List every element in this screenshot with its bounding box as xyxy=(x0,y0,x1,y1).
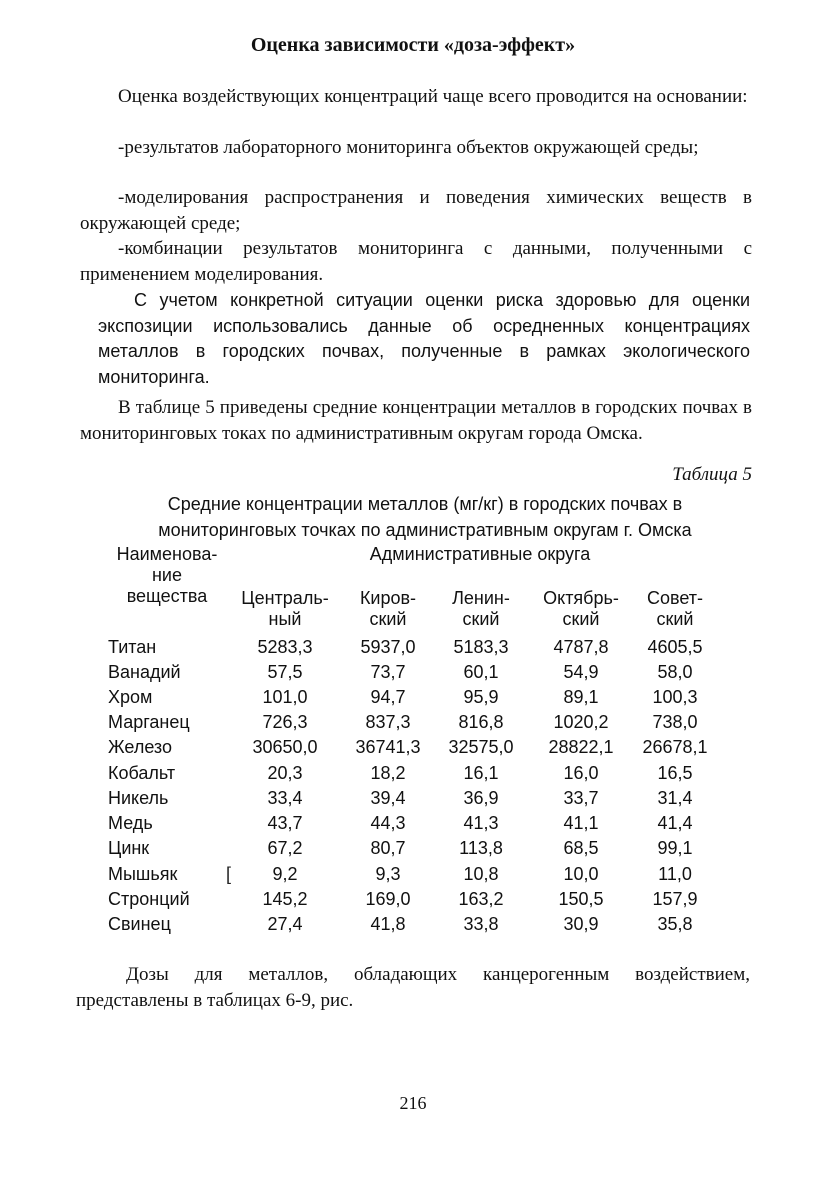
table-cell: 41,3 xyxy=(463,813,499,833)
column-header-line: Ленин- xyxy=(452,588,510,608)
table-cell: 9,3 xyxy=(375,864,401,884)
table-cell: 20,3 xyxy=(267,763,303,783)
closing-paragraph xyxy=(76,962,750,1014)
table-cell: 31,4 xyxy=(657,788,693,808)
table-cell: 10,0 xyxy=(563,864,599,884)
paragraph-exposure-text: С учетом конкретной ситуации оценки риска здоровью для оценки экспозиции использовались данные об осредненных концентрациях металлов в городских почвах, полученные в рамках экологического мониторинга. xyxy=(98,290,750,387)
table-cell: 11,0 xyxy=(658,864,692,884)
table-cell: 39,4 xyxy=(370,788,406,808)
table-cell: 68,5 xyxy=(563,838,599,858)
column-header-line: ский xyxy=(369,609,407,629)
table-cell: 94,7 xyxy=(370,687,406,707)
table-cell: 60,1 xyxy=(463,662,499,682)
paragraph-item-1 xyxy=(80,135,752,161)
column-header-line: Совет- xyxy=(646,588,704,608)
table-cell: 1020,2 xyxy=(553,712,609,732)
table-cell: 99,1 xyxy=(657,838,693,858)
table-cell: 100,3 xyxy=(652,687,698,707)
column-header-oktyabrsky xyxy=(531,588,631,630)
paragraph-item-3-text: -комбинации результатов мониторинга с данными, полученными с применением моделирования. xyxy=(80,238,752,285)
table-cell: 27,4 xyxy=(267,914,303,934)
table-cell: 30,9 xyxy=(563,914,599,934)
table-cell: 41,1 xyxy=(563,813,599,833)
page-number: 216 xyxy=(399,1093,427,1113)
table-cell: 157,9 xyxy=(652,889,698,909)
column-header-sovetsky xyxy=(625,588,725,630)
stray-bracket-mark: [ xyxy=(226,864,232,884)
row-name: Титан xyxy=(108,637,157,657)
column-header-kirovsky xyxy=(338,588,438,630)
table-cell: 35,8 xyxy=(657,914,693,934)
column-header-line: Централь- xyxy=(241,588,329,608)
column-header-line: ский xyxy=(656,609,694,629)
table-cell: 33,7 xyxy=(563,788,599,808)
table-cell: 54,9 xyxy=(563,662,599,682)
row-header-line: Наименова- xyxy=(116,544,218,564)
row-name: Кобальт xyxy=(108,763,176,783)
table-cell: 145,2 xyxy=(262,889,308,909)
table-cell: 150,5 xyxy=(558,889,604,909)
table-cell: 36741,3 xyxy=(355,737,421,757)
row-name: Медь xyxy=(108,813,153,833)
page-title: Оценка зависимости «доза-эффект» xyxy=(250,34,576,56)
table-cell: 33,8 xyxy=(463,914,499,934)
table-cell: 16,0 xyxy=(563,763,599,783)
paragraph-item-2-text: -моделирования распространения и поведения химических веществ в окружающей среде; xyxy=(80,187,752,234)
table-cell: 57,5 xyxy=(267,662,303,682)
row-name: Железо xyxy=(108,737,172,757)
row-name: Мышьяк xyxy=(108,864,178,884)
row-header xyxy=(104,544,230,607)
table-cell: 5937,0 xyxy=(360,637,416,657)
table-cell: 5283,3 xyxy=(257,637,313,657)
table-cell: 738,0 xyxy=(652,712,698,732)
table-cell: 73,7 xyxy=(370,662,406,682)
table-cell: 89,1 xyxy=(563,687,599,707)
paragraph-item-1-text: -результатов лабораторного мониторинга объектов окружающей среды; xyxy=(118,137,699,158)
column-header-line: Октябрь- xyxy=(543,588,619,608)
paragraph-intro xyxy=(80,84,752,110)
column-header-line: ный xyxy=(268,609,302,629)
table-cell: 36,9 xyxy=(463,788,499,808)
column-header-central xyxy=(235,588,335,630)
row-name: Хром xyxy=(108,687,153,707)
table-cell: 41,8 xyxy=(370,914,406,934)
table-cell: 58,0 xyxy=(657,662,693,682)
table-cell: 5183,3 xyxy=(453,637,509,657)
table-cell: 26678,1 xyxy=(642,737,708,757)
column-header-line: Киров- xyxy=(359,588,417,608)
table-cell: 28822,1 xyxy=(548,737,614,757)
column-header-leninsky xyxy=(431,588,531,630)
table-cell: 163,2 xyxy=(458,889,504,909)
table-cell: 10,8 xyxy=(463,864,499,884)
table-cell: 4605,5 xyxy=(647,637,703,657)
table-cell: 9,2 xyxy=(272,864,298,884)
table-cell: 101,0 xyxy=(262,687,308,707)
table-cell: 44,3 xyxy=(370,813,406,833)
paragraph-item-2 xyxy=(80,185,752,236)
table-cell: 41,4 xyxy=(657,813,693,833)
row-name: Свинец xyxy=(108,914,171,934)
column-header-line: ский xyxy=(562,609,600,629)
table-cell: 4787,8 xyxy=(553,637,609,657)
table-cell: 95,9 xyxy=(463,687,499,707)
table-cell: 169,0 xyxy=(365,889,411,909)
table-cell: 30650,0 xyxy=(252,737,318,757)
table-number: Таблица 5 xyxy=(672,464,752,485)
table-cell: 43,7 xyxy=(267,813,303,833)
column-header-line: ский xyxy=(462,609,500,629)
row-name: Ванадий xyxy=(108,662,181,682)
table-cell: 33,4 xyxy=(267,788,303,808)
table-cell: 80,7 xyxy=(370,838,406,858)
paragraph-intro-text: Оценка воздействующих концентраций чаще всего проводится на основании: xyxy=(118,86,748,107)
table-caption: Средние концентрации металлов (мг/кг) в городских почвах в мониторинговых точках по административным округам г. Омска xyxy=(158,494,692,540)
paragraph-item-3 xyxy=(80,236,752,287)
paragraph-exposure xyxy=(98,288,750,390)
paragraph-table-ref xyxy=(80,395,752,446)
paragraph-table-ref-text: В таблице 5 приведены средние концентрации металлов в городских почвах в мониторинговых токах по административным округам города Омска. xyxy=(80,397,752,444)
row-header-line: вещества xyxy=(126,586,208,606)
table-cell: 67,2 xyxy=(267,838,303,858)
table-cell: 113,8 xyxy=(459,838,503,858)
row-name: Цинк xyxy=(108,838,150,858)
closing-paragraph-text: Дозы для металлов, обладающих канцерогенным воздействием, представлены в таблицах 6-9, рис. xyxy=(76,964,750,1011)
row-name: Никель xyxy=(108,788,169,808)
row-name: Марганец xyxy=(108,712,190,732)
table-cell: 32575,0 xyxy=(448,737,514,757)
row-header-line: ние xyxy=(151,565,182,585)
group-header: Административные округа xyxy=(369,544,591,564)
table-cell: 18,2 xyxy=(370,763,406,783)
table-cell: 16,5 xyxy=(657,763,693,783)
table-cell: 726,3 xyxy=(262,712,308,732)
table-cell: 16,1 xyxy=(463,763,499,783)
table-cell: 837,3 xyxy=(365,712,411,732)
table-cell: 816,8 xyxy=(458,712,504,732)
row-name: Стронций xyxy=(108,889,190,909)
